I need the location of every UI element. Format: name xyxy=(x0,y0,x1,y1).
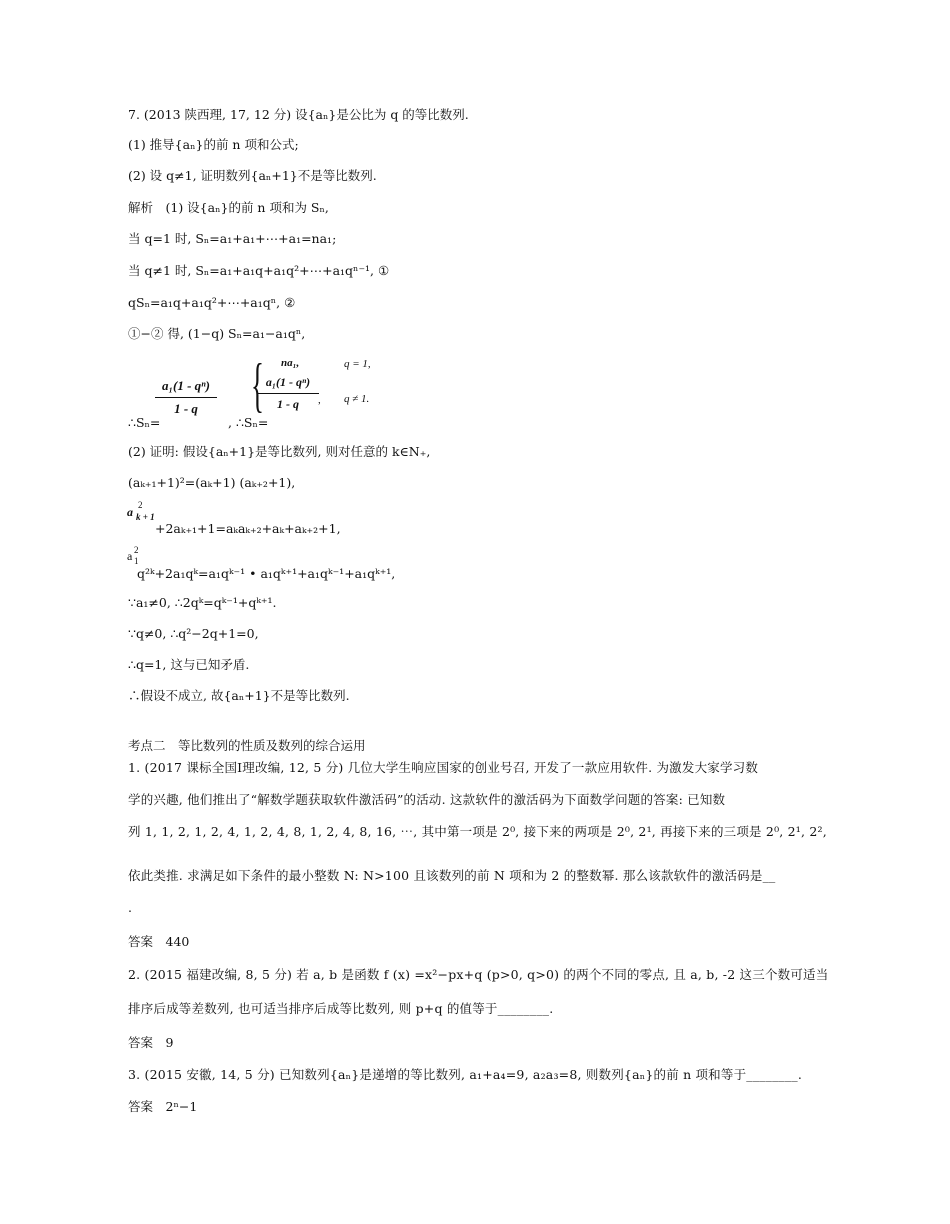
q1-line-2: 学的兴趣, 他们推出了“解数学题获取软件激活码”的活动. 这款软件的激活码为下面数学问题的答案: 已知数 xyxy=(128,792,726,807)
solution-line-3: qSₙ=a₁q+a₁q²+⋯+a₁qⁿ, ② xyxy=(128,295,296,310)
therefore-sn-2: , ∴Sₙ= xyxy=(228,415,269,430)
q7-part1: (1) 推导{aₙ}的前 n 项和公式; xyxy=(128,137,299,152)
proof-eq-2: +2aₖ₊₁+1=aₖaₖ₊₂+aₖ+aₖ₊₂+1, xyxy=(155,521,341,536)
case1-value: na₁, xyxy=(281,357,300,369)
case2-condition: q ≠ 1. xyxy=(344,393,370,405)
case2-fraction xyxy=(257,375,319,412)
q2-line-1: 2. (2015 福建改编, 8, 5 分) 若 a, b 是函数 f (x) =x²−px+q (p>0, q>0) 的两个不同的零点, 且 a, b, -2 这三个数可适当 xyxy=(128,967,829,982)
q2-line-2: 排序后成等差数列, 也可适当排序后成等比数列, 则 p+q 的值等于________. xyxy=(128,1001,554,1016)
case2-denominator: 1 - q xyxy=(277,397,299,411)
eq2-subscript: k + 1 xyxy=(136,512,155,522)
q7-part2: (2) 设 q≠1, 证明数列{aₙ+1}不是等比数列. xyxy=(128,168,377,183)
solution-line-4: ①−② 得, (1−q) Sₙ=a₁−a₁qⁿ, xyxy=(128,326,306,341)
solution-line-2: 当 q≠1 时, Sₙ=a₁+a₁q+a₁q²+⋯+a₁qⁿ⁻¹, ① xyxy=(128,263,390,278)
q1-line-4: 依此类推. 求满足如下条件的最小整数 N: N>100 且该数列的前 N 项和为 2 的整数幂. 那么该款软件的激活码是__ xyxy=(128,868,776,883)
proof-eq-1: (aₖ₊₁+1)²=(aₖ+1) (aₖ₊₂+1), xyxy=(128,475,296,490)
q1-line-5: . xyxy=(128,900,132,915)
eq3-subscript: 1 xyxy=(134,556,139,566)
section-title: 考点二 等比数列的性质及数列的综合运用 xyxy=(128,738,366,753)
answer-3: 答案 2ⁿ−1 xyxy=(128,1099,198,1114)
eq2-power: 2 xyxy=(138,500,143,510)
fraction-denominator: 1 - q xyxy=(174,401,198,416)
proof-eq-4: ∵a₁≠0, ∴2qᵏ=qᵏ⁻¹+qᵏ⁺¹. xyxy=(128,595,277,610)
case1-condition: q = 1, xyxy=(344,358,371,370)
q1-line-3: 列 1, 1, 2, 1, 2, 4, 1, 2, 4, 8, 1, 2, 4, 8, 16, ⋯, 其中第一项是 2⁰, 接下来的两项是 2⁰, 2¹, 再接下来的三项是 2⁰, 2¹, 2², xyxy=(128,824,827,839)
eq2-base: a xyxy=(127,505,133,519)
solution-line-1: 当 q=1 时, Sₙ=a₁+a₁+⋯+a₁=na₁; xyxy=(128,231,337,246)
proof-eq-5: ∵q≠0, ∴q²−2q+1=0, xyxy=(128,626,259,641)
case2-comma: , xyxy=(318,394,321,406)
proof-conclusion: ∴假设不成立, 故{aₙ+1}不是等比数列. xyxy=(128,688,350,703)
proof-intro: (2) 证明: 假设{aₙ+1}是等比数列, 则对任意的 k∈N₊, xyxy=(128,444,431,459)
answer-2: 答案 9 xyxy=(128,1035,174,1050)
eq3-power: 2 xyxy=(134,545,139,555)
q3-line-1: 3. (2015 安徽, 14, 5 分) 已知数列{aₙ}是递增的等比数列, a₁+a₄=9, a₂a₃=8, 则数列{aₙ}的前 n 项和等于________. xyxy=(128,1067,803,1082)
proof-eq-6: ∴q=1, 这与已知矛盾. xyxy=(128,657,250,672)
solution-intro: 解析 (1) 设{aₙ}的前 n 项和为 Sₙ, xyxy=(128,200,329,215)
proof-eq-3: q²ᵏ+2a₁qᵏ=a₁qᵏ⁻¹ • a₁qᵏ⁺¹+a₁qᵏ⁻¹+a₁qᵏ⁺¹, xyxy=(137,566,396,581)
q7-heading: 7. (2013 陕西理, 17, 12 分) 设{aₙ}是公比为 q 的等比数列. xyxy=(128,107,469,122)
fraction-numerator: a₁(1 - qⁿ) xyxy=(161,378,211,393)
sum-fraction xyxy=(155,378,217,417)
case2-numerator: a₁(1 - qⁿ) xyxy=(265,375,311,389)
therefore-sn-1: ∴Sₙ= xyxy=(128,415,161,430)
answer-1: 答案 440 xyxy=(128,934,190,949)
left-brace: { xyxy=(251,352,264,418)
q1-line-1: 1. (2017 课标全国Ⅰ理改编, 12, 5 分) 几位大学生响应国家的创业号召, 开发了一款应用软件. 为激发大家学习数 xyxy=(128,760,759,775)
eq3-base: a xyxy=(127,549,133,563)
